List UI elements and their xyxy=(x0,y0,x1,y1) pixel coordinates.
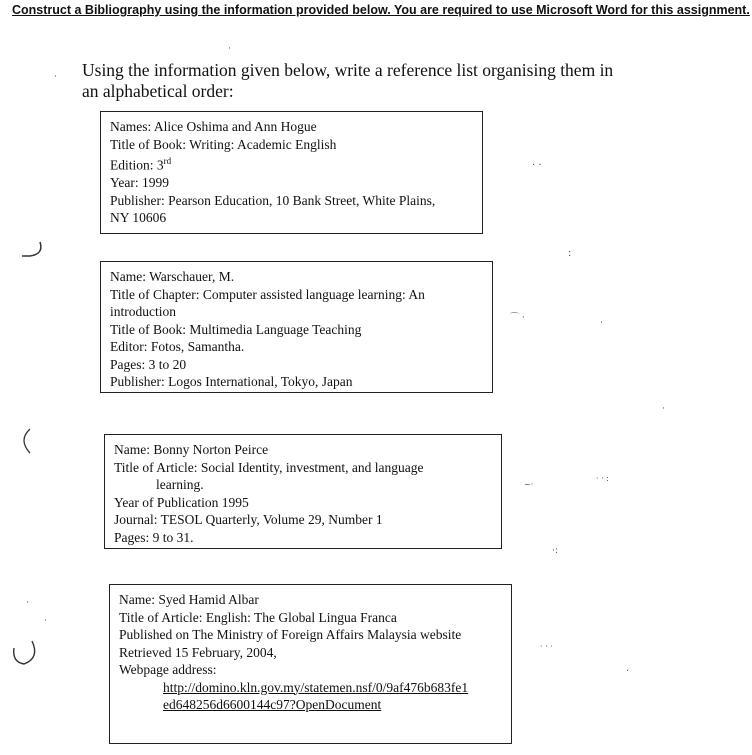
entry-name: Name: Warschauer, M. xyxy=(110,269,235,284)
entry-name: Name: Syed Hamid Albar xyxy=(119,592,259,607)
scan-speck: ·: xyxy=(552,546,558,556)
entry-article-line-2: learning. xyxy=(156,477,204,492)
scan-speck: ⌒ · xyxy=(510,313,525,323)
entry-year: Year: 1999 xyxy=(110,175,170,190)
entry-editor: Editor: Fotos, Samantha. xyxy=(110,339,245,354)
entry-year: Year of Publication 1995 xyxy=(114,494,249,510)
entry-publisher-line-1: Publisher: Pearson Education, 10 Bank Street, White Plains, xyxy=(110,192,436,208)
entry-journal: Journal: TESOL Quarterly, Volume 29, Number 1 xyxy=(114,512,383,527)
punch-mark-middle xyxy=(12,426,36,456)
edition-suffix: rd xyxy=(163,156,172,166)
entry-pages: Pages: 3 to 20 xyxy=(110,356,187,372)
edition-label: Edition: 3 xyxy=(110,157,164,173)
entry-article-line-1: Title of Article: Social Identity, investment, and language xyxy=(114,459,424,475)
intro-text xyxy=(82,60,642,102)
entry-name: Name: Bonny Norton Peirce xyxy=(114,442,269,457)
assignment-instruction: Construct a Bibliography using the information provided below. You are required to use Microsoft Word for this assignment. xyxy=(12,3,750,17)
entry-book-title: Title of Book: Multimedia Language Teaching xyxy=(110,321,362,337)
scan-speck: · xyxy=(228,44,231,54)
scan-speck: · · · xyxy=(540,642,553,651)
scan-speck: · · : xyxy=(596,474,609,483)
reference-box-warschauer xyxy=(100,261,493,393)
scan-speck: : xyxy=(568,248,572,259)
intro-line-2: an alphabetical order: xyxy=(82,81,234,101)
entry-book-title: Title of Book: Writing: Academic English xyxy=(110,136,337,152)
entry-article: Title of Article: English: The Global Lingua Franca xyxy=(119,609,397,625)
scan-speck: · xyxy=(44,616,47,626)
entry-chapter-line-1: Title of Chapter: Computer assisted language learning: An xyxy=(110,286,425,302)
entry-chapter-line-2: introduction xyxy=(110,304,176,319)
entry-url-line-2[interactable]: ed648256d6600144c97?OpenDocument xyxy=(163,697,382,712)
entry-publisher-line-2: NY 10606 xyxy=(110,210,167,225)
entry-edition xyxy=(110,153,474,174)
scan-speck: · xyxy=(662,404,665,414)
scan-speck: · xyxy=(54,72,57,82)
scan-speck: · xyxy=(600,318,603,328)
scan-speck: · xyxy=(26,598,29,608)
entry-url-line-1[interactable]: http://domino.kln.gov.my/statemen.nsf/0/9af476b683fe1 xyxy=(163,679,469,695)
scan-speck: · · xyxy=(532,160,542,171)
punch-mark-top xyxy=(18,238,48,262)
entry-webpage-label: Webpage address: xyxy=(119,662,217,677)
reference-box-oshima xyxy=(100,111,483,234)
entry-published: Published on The Ministry of Foreign Affairs Malaysia website xyxy=(119,627,462,642)
entry-retrieved: Retrieved 15 February, 2004, xyxy=(119,644,277,660)
scan-speck: ~· xyxy=(524,480,534,489)
entry-names: Names: Alice Oshima and Ann Hogue xyxy=(110,119,317,134)
entry-publisher: Publisher: Logos International, Tokyo, Japan xyxy=(110,374,353,389)
entry-pages: Pages: 9 to 31. xyxy=(114,529,194,545)
reference-box-albar xyxy=(109,584,512,744)
punch-mark-bottom xyxy=(8,636,42,670)
intro-line-1: Using the information given below, write a reference list organising them in xyxy=(82,60,614,80)
scan-speck: · xyxy=(626,666,630,677)
reference-box-peirce xyxy=(104,434,502,549)
